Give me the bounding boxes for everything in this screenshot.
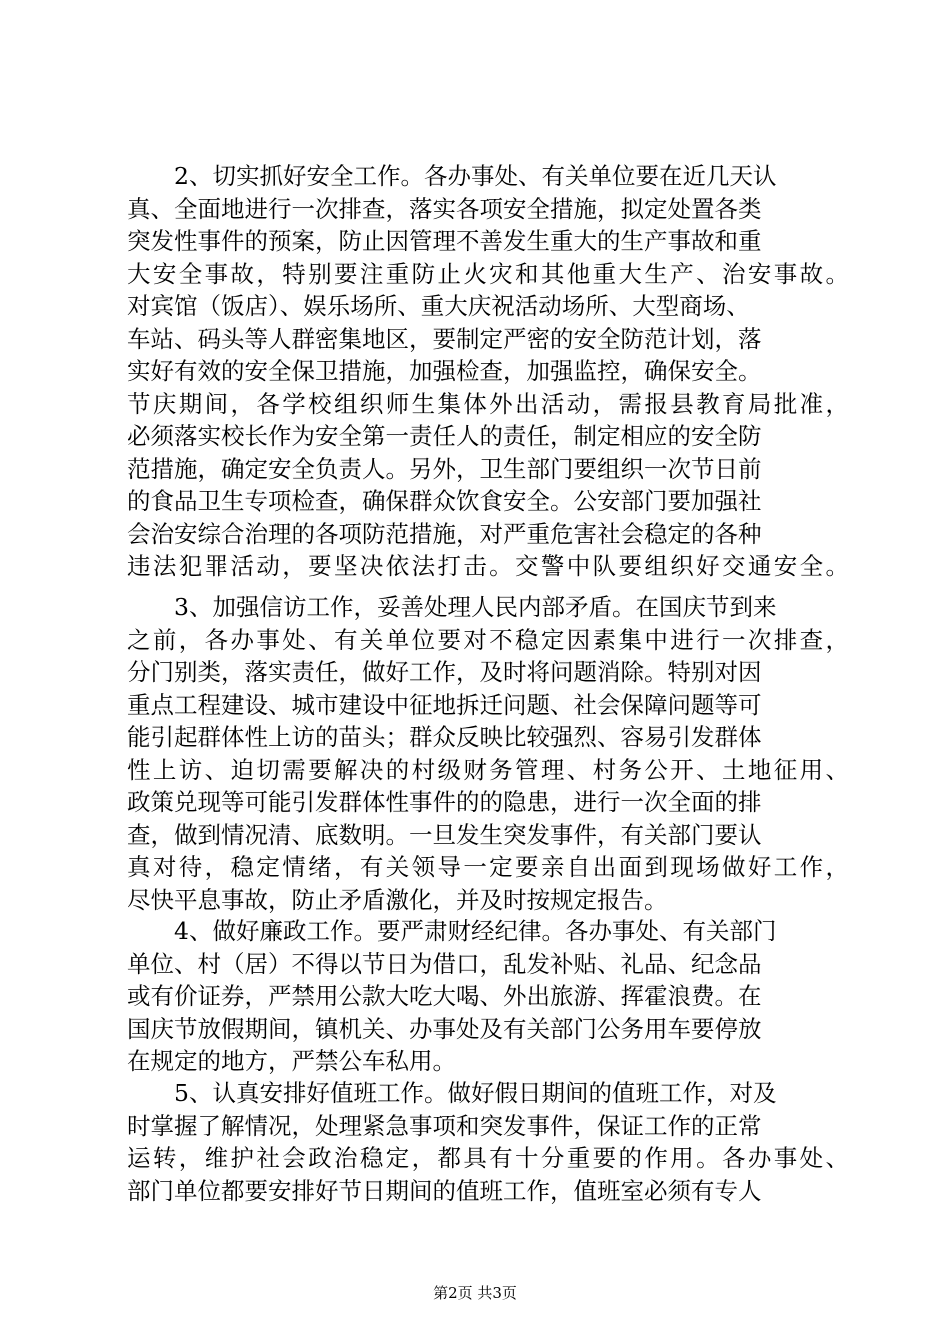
text-line: 范措施，确定安全负责人。另外，卫生部门要组织一次节日前 bbox=[127, 454, 762, 483]
text-line: 单位、村（居）不得以节日为借口，乱发补贴、礼品、纪念品 bbox=[127, 949, 762, 978]
text-line: 尽快平息事故，防止矛盾激化，并及时按规定报告。 bbox=[127, 885, 668, 914]
text-line: 大安全事故，特别要注重防止火灾和其他重大生产、治安事故。 bbox=[127, 259, 852, 288]
page-footer: 第2页 共3页 bbox=[433, 1284, 517, 1302]
text-line: 能引起群体性上访的苗头；群众反映比较强烈、容易引发群体 bbox=[127, 723, 762, 751]
text-line: 部门单位都要安排好节日期间的值班工作，值班室必须有专人 bbox=[127, 1176, 762, 1205]
text-line: 5、认真安排好值班工作。做好假日期间的值班工作，对及 bbox=[174, 1079, 777, 1107]
text-line: 突发性事件的预案，防止因管理不善发生重大的生产事故和重 bbox=[127, 227, 762, 255]
text-line: 国庆节放假期间，镇机关、办事处及有关部门公务用车要停放 bbox=[127, 1014, 762, 1043]
text-line: 4、做好廉政工作。要严肃财经纪律。各办事处、有关部门 bbox=[174, 917, 777, 945]
text-line: 2、切实抓好安全工作。各办事处、有关单位要在近几天认 bbox=[174, 162, 777, 190]
text-line: 运转，维护社会政治稳定，都具有十分重要的作用。各办事处、 bbox=[127, 1144, 852, 1172]
text-line: 性上访、迫切需要解决的村级财务管理、村务公开、土地征用、 bbox=[127, 755, 852, 784]
text-line: 的食品卫生专项检查，确保群众饮食安全。公安部门要加强社 bbox=[127, 487, 762, 515]
text-line: 重点工程建设、城市建设中征地拆迁问题、社会保障问题等可 bbox=[127, 690, 762, 719]
text-line: 查，做到情况清、底数明。一旦发生突发事件，有关部门要认 bbox=[127, 820, 762, 849]
text-line: 分门别类，落实责任，做好工作，及时将问题消除。特别对因 bbox=[127, 658, 762, 686]
text-line: 真对待，稳定情绪，有关领导一定要亲自出面到现场做好工作， bbox=[127, 853, 852, 881]
text-line: 实好有效的安全保卫措施，加强检查，加强监控，确保安全。 bbox=[127, 357, 762, 385]
text-line: 之前，各办事处、有关单位要对不稳定因素集中进行一次排查， bbox=[127, 625, 852, 654]
text-line: 3、加强信访工作，妥善处理人民内部矛盾。在国庆节到来 bbox=[174, 593, 777, 621]
text-line: 在规定的地方，严禁公车私用。 bbox=[127, 1047, 456, 1075]
text-line: 或有价证券，严禁用公款大吃大喝、外出旅游、挥霍浪费。在 bbox=[127, 982, 762, 1010]
text-line: 会治安综合治理的各项防范措施，对严重危害社会稳定的各种 bbox=[127, 519, 762, 548]
text-line: 必须落实校长作为安全第一责任人的责任，制定相应的安全防 bbox=[127, 422, 762, 450]
text-line: 车站、码头等人群密集地区，要制定严密的安全防范计划，落 bbox=[127, 324, 762, 353]
text-line: 政策兑现等可能引发群体性事件的的隐患，进行一次全面的排 bbox=[127, 788, 762, 816]
text-line: 违法犯罪活动，要坚决依法打击。交警中队要组织好交通安全。 bbox=[127, 552, 852, 580]
text-line: 对宾馆（饭店）、娱乐场所、重大庆祝活动场所、大型商场、 bbox=[127, 292, 750, 320]
text-line: 节庆期间，各学校组织师生集体外出活动，需报县教育局批准， bbox=[127, 389, 852, 418]
text-line: 时掌握了解情况，处理紧急事项和突发事件，保证工作的正常 bbox=[127, 1111, 762, 1140]
text-line: 真、全面地进行一次排查，落实各项安全措施，拟定处置各类 bbox=[127, 194, 762, 223]
